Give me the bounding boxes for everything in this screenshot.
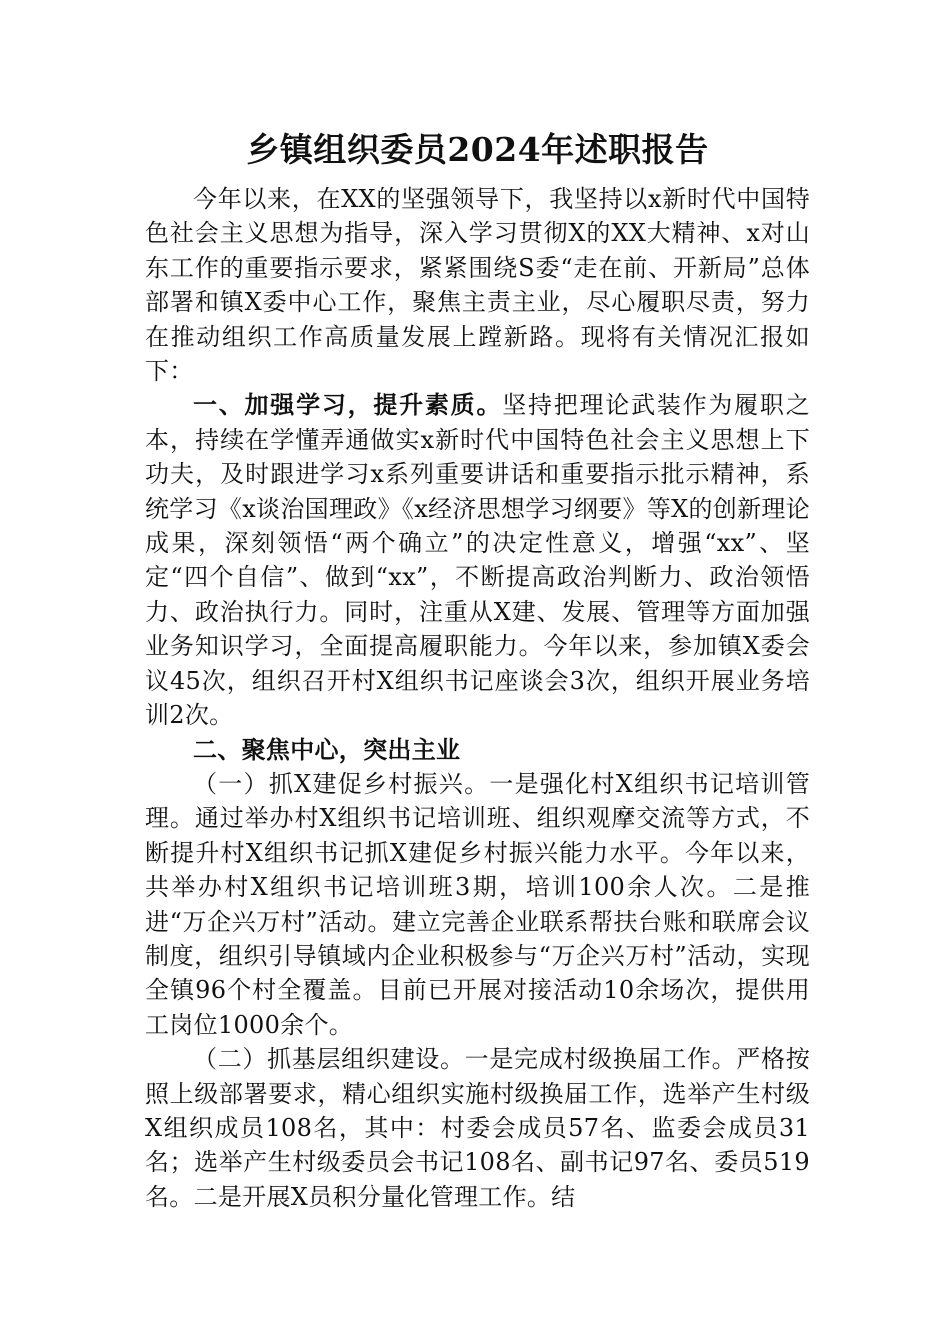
- section2-heading: 二、聚焦中心，突出主业: [193, 735, 461, 764]
- document-page: [145, 128, 810, 1214]
- section1-heading: 一、加强学习，提升素质。: [193, 391, 503, 420]
- section1-body: 坚持把理论武装作为履职之本，持续在学懂弄通做实x新时代中国特色社会主义思想上下功夫，及时跟进学习x系列重要讲话和重要指示批示精神，系统学习《x谈治国理政》《x经济思想学习纲要》等X的创新理论成果，深刻领悟“两个确立”的决定性意义，增强“xx”、坚定“四个自信”、做到“xx”，不断提高政治判断力、政治领悟力、政治执行力。同时，注重从X建、发展、管理等方面加强业务知识学习，全面提高履职能力。今年以来，参加镇X委会议45次，组织召开村X组织书记座谈会3次，组织开展业务培训2次。: [145, 391, 810, 730]
- intro-paragraph: 今年以来，在XX的坚强领导下，我坚持以x新时代中国特色社会主义思想为指导，深入学习贯彻X的XX大精神、x对山东工作的重要指示要求，紧紧围绕S委“走在前、开新局”总体部署和镇X委中心工作，聚焦主责主业，尽心履职尽责，努力在推动组织工作高质量发展上蹚新路。现将有关情况汇报如下：: [145, 185, 810, 386]
- subsection2-paragraph: （二）抓基层组织建设。一是完成村级换届工作。严格按照上级部署要求，精心组织实施村级换届工作，选举产生村级X组织成员108名，其中：村委会成员57名、监委会成员31名；选举产生村级委员会书记108名、副书记97名、委员519名。二是开展X员积分量化管理工作。结: [145, 1045, 810, 1211]
- subsection1-paragraph: （一）抓X建促乡村振兴。一是强化村X组织书记培训管理。通过举办村X组织书记培训班、组织观摩交流等方式，不断提升村X组织书记抓X建促乡村振兴能力水平。今年以来，共举办村X组织书记培训班3期，培训100余人次。二是推进“万企兴万村”活动。建立完善企业联系帮扶台账和联席会议制度，组织引导镇域内企业积极参与“万企兴万村”活动，实现全镇96个村全覆盖。目前已开展对接活动10余场次，提供用工岗位1000余个。: [145, 769, 810, 1039]
- document-title: 乡镇组织委员2024年述职报告: [246, 130, 709, 169]
- section1-paragraph: [145, 388, 810, 732]
